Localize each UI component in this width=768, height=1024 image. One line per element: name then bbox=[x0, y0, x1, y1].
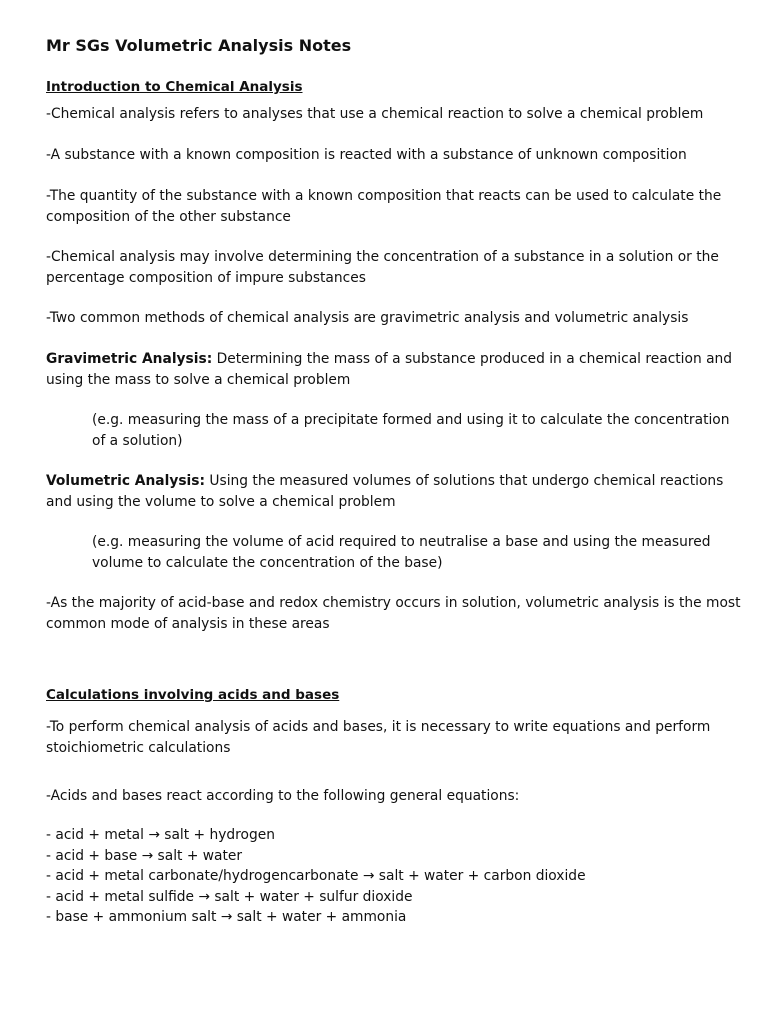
volumetric-description: Using the measured volumes of solutions that undergo chemical reactions and using the volume to solve a chemical problem bbox=[46, 473, 724, 510]
page-title: Mr SGs Volumetric Analysis Notes bbox=[46, 36, 352, 55]
intro-paragraph-6: -As the majority of acid-base and redox chemistry occurs in solution, volumetric analysis is the most common mode of analysis in these areas bbox=[46, 595, 741, 632]
equation-item: - base + ammonium salt → salt + water + ammonia bbox=[46, 909, 407, 925]
general-equations-list bbox=[46, 825, 746, 928]
equation-item: - acid + metal carbonate/hydrogencarbonate → salt + water + carbon dioxide bbox=[46, 868, 586, 884]
intro-paragraph-2: -A substance with a known composition is reacted with a substance of unknown composition bbox=[46, 147, 687, 163]
gravimetric-definition bbox=[46, 349, 746, 390]
gravimetric-example: (e.g. measuring the mass of a precipitate formed and using it to calculate the concentration of a solution) bbox=[92, 412, 730, 449]
gravimetric-description: Determining the mass of a substance produced in a chemical reaction and using the mass to solve a chemical problem bbox=[46, 351, 733, 388]
equation-item: - acid + base → salt + water bbox=[46, 847, 243, 864]
equation-item: - acid + metal sulfide → salt + water + sulfur dioxide bbox=[46, 888, 413, 905]
intro-paragraph-4: -Chemical analysis may involve determining the concentration of a substance in a solution or the percentage composition of impure substances bbox=[46, 249, 719, 286]
acids-bases-paragraph-2: -Acids and bases react according to the following general equations: bbox=[46, 788, 520, 804]
gravimetric-term: Gravimetric Analysis: bbox=[46, 351, 213, 367]
intro-paragraph-1: -Chemical analysis refers to analyses that use a chemical reaction to solve a chemical problem bbox=[46, 106, 704, 122]
volumetric-term: Volumetric Analysis: bbox=[46, 473, 206, 489]
intro-paragraph-3: -The quantity of the substance with a known composition that reacts can be used to calculate the composition of the other substance bbox=[46, 188, 722, 225]
intro-paragraph-5: -Two common methods of chemical analysis are gravimetric analysis and volumetric analysis bbox=[46, 310, 689, 326]
equation-item: - acid + metal → salt + hydrogen bbox=[46, 827, 275, 843]
section-heading-intro: Introduction to Chemical Analysis bbox=[46, 79, 303, 95]
section-heading-acids-bases: Calculations involving acids and bases bbox=[46, 687, 340, 703]
acids-bases-paragraph-1: -To perform chemical analysis of acids and bases, it is necessary to write equations and perform stoichiometric calculations bbox=[46, 719, 711, 756]
volumetric-example: (e.g. measuring the volume of acid required to neutralise a base and using the measured volume to calculate the concentration of the base) bbox=[92, 534, 711, 571]
volumetric-definition bbox=[46, 471, 746, 512]
